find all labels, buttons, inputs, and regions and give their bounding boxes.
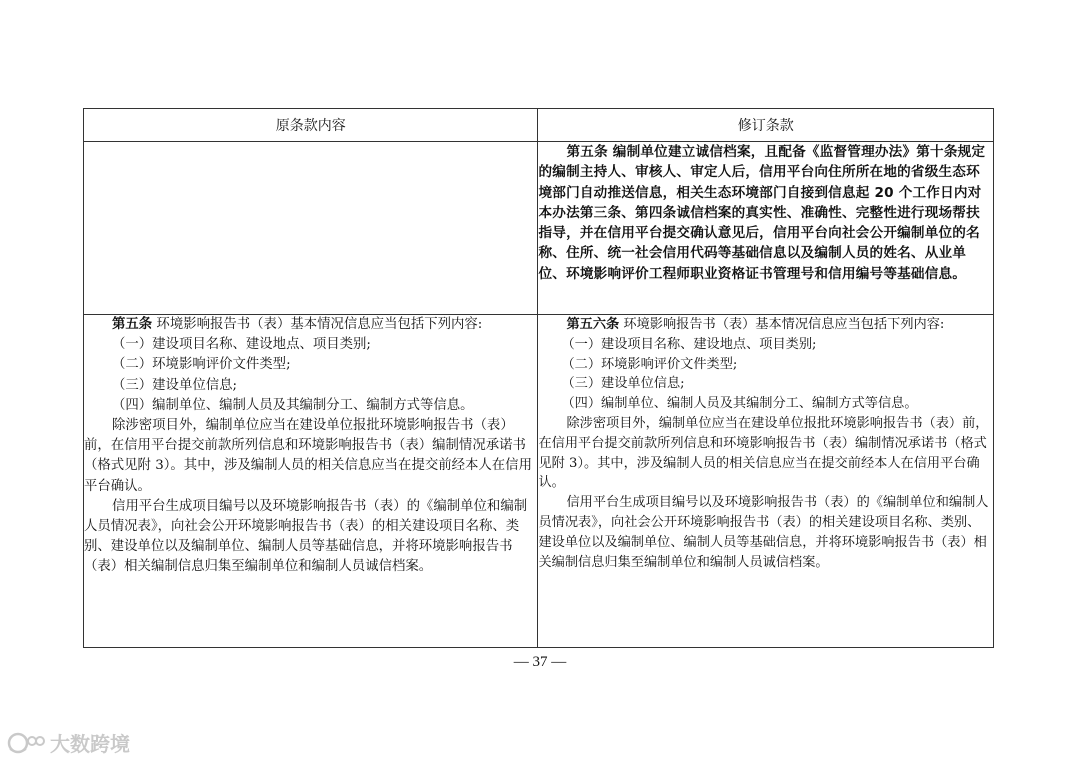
- list-item: （一）建设项目名称、建设地点、项目类别;: [112, 337, 371, 353]
- revised-article-intro: [538, 315, 993, 335]
- article-number: 第五六条: [566, 317, 620, 332]
- watermark-text: 大数跨境: [50, 732, 130, 756]
- list-item: （三）建设单位信息;: [112, 377, 238, 393]
- list-item: （二）环境影响评价文件类型;: [561, 356, 738, 372]
- comparison-table: [83, 108, 994, 648]
- watermark: [6, 728, 130, 757]
- page-number: — 37 —: [513, 654, 567, 670]
- row2-right-cell: [538, 142, 994, 315]
- list-item: （一）建设项目名称、建设地点、项目类别;: [561, 336, 817, 352]
- article-intro-text: 环境影响报告书（表）基本情况信息应当包括下列内容:: [619, 317, 945, 332]
- original-article-intro: [84, 315, 537, 335]
- revised-article-five: 第五条 编制单位建立诚信档案，且配备《监督管理办法》第十条规定的编制主持人、审核人、审定人后，信用平台向住所所在地的省级生态环境部门自动推送信息，相关生态环境部门自接到信息起 20 个工作日内对本办法第三条、第四条诚信档案的真实性、准确性、完整性进行现场帮扶指导，并在信用平台提交确认意见后，信用平台向社会公开编制单位的名称、住所、统一社会信用代码等基础信息以及编制人员的姓名、从业单位、环境影响评价工程师职业资格证书管理号和信用编号等基础信息。: [538, 144, 986, 282]
- row3-left-cell: [84, 315, 538, 648]
- header-revised-clause: 修订条款: [538, 109, 994, 142]
- list-item: （四）编制单位、编制人员及其编制分工、编制方式等信息。: [561, 396, 918, 412]
- paragraph: 除涉密项目外，编制单位应当在建设单位报批环境影响报告书（表）前，在信用平台提交前款所列信息和环境影响报告书（表）编制情况承诺书（格式见附 3）。其中，涉及编制人员的相关信息应当在提交前经本人在信用平台确认。: [84, 418, 532, 494]
- watermark-logo-icon: [6, 731, 46, 755]
- header-original-clause: 原条款内容: [84, 109, 538, 142]
- article-intro-text: 环境影响报告书（表）基本情况信息应当包括下列内容:: [152, 317, 483, 332]
- paragraph: 信用平台生成项目编号以及环境影响报告书（表）的《编制单位和编制人员情况表》，向社会公开环境影响报告书（表）的相关建设项目名称、类别、建设单位以及编制单位、编制人员等基础信息，并将环境影响报告书（表）相关编制信息归集至编制单位和编制人员诚信档案。: [84, 498, 528, 575]
- list-item: （三）建设单位信息;: [561, 376, 685, 392]
- list-item: （二）环境影响评价文件类型;: [112, 357, 291, 373]
- paragraph: 信用平台生成项目编号以及环境影响报告书（表）的《编制单位和编制人员情况表》，向社会公开环境影响报告书（表）的相关建设项目名称、类别、建设单位以及编制单位、编制人员等基础信息，并将环境影响报告书（表）相关编制信息归集至编制单位和编制人员诚信档案。: [538, 495, 989, 570]
- article-number: 第五条: [112, 317, 153, 332]
- paragraph: 除涉密项目外，编制单位应当在建设单位报批环境影响报告书（表）前，在信用平台提交前款所列信息和环境影响报告书（表）编制情况承诺书（格式见附 3）。其中，涉及编制人员的相关信息应当在提交前经本人在信用平台确认。: [538, 415, 989, 491]
- row2-left-empty-cell: [84, 142, 538, 315]
- list-item: （四）编制单位、编制人员及其编制分工、编制方式等信息。: [112, 397, 474, 413]
- row3-right-cell: [538, 315, 994, 648]
